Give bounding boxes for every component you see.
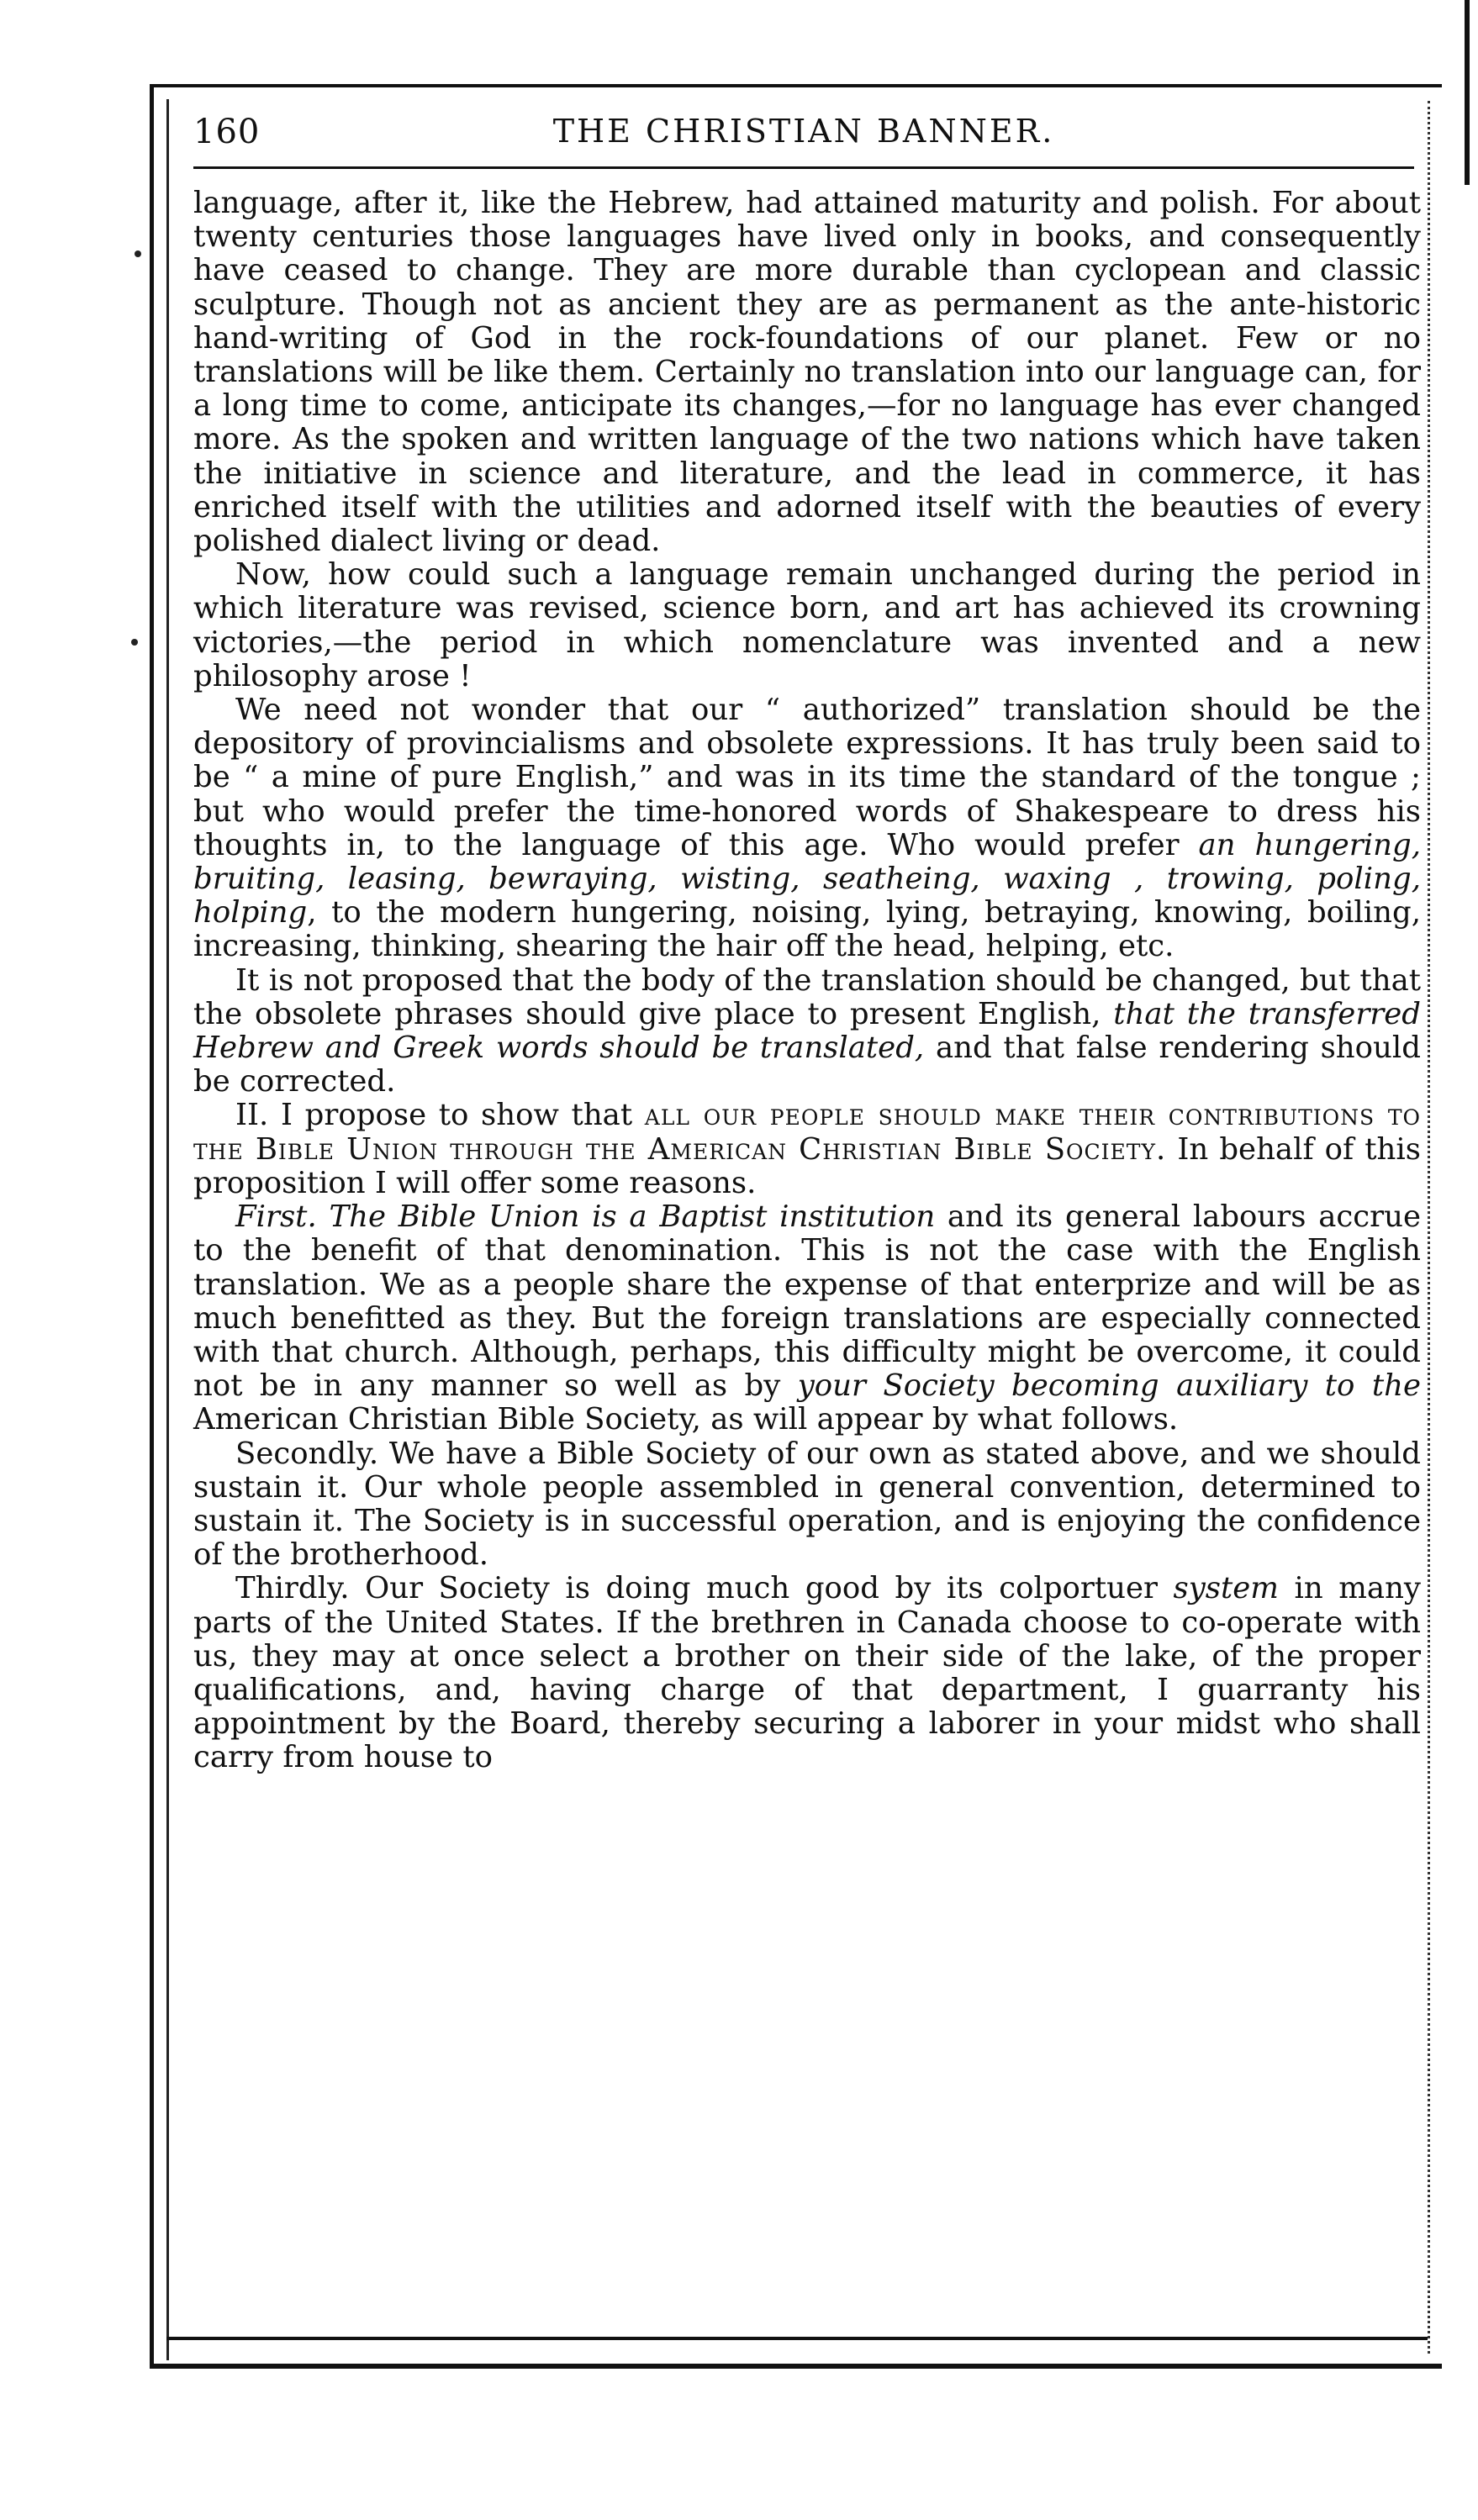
- paragraph-italic: your Society becoming auxiliary to the: [797, 1368, 1421, 1404]
- paragraph: [193, 693, 1421, 964]
- right-dotted-rule: [1428, 101, 1432, 2354]
- margin-mark: [131, 639, 138, 646]
- paragraph-text: in many parts of the United States. If the brethren in Canada choose to co-operate with us, they may at once select a brother on their side of the lake, of the proper qualifications, and, having charge of that department, I guarranty his appointment by the Board, thereby securing a laborer in your midst who shall carry from house to: [193, 1571, 1421, 1775]
- paragraph-text: American Christian Bible Society, as will appear by what follows.: [193, 1402, 1179, 1437]
- paragraph: language, after it, like the Hebrew, had attained maturity and polish. For about twenty centuries those languages have lived only in books, and consequently have ceased to change. They are more durable than cyclopean and classic sculpture. Though not as ancient they are as permanent as the ante-historic hand-writing of God in the rock-foundations of our planet. Few or no translations will be like them. Certainly no translation into our language can, for a long time to come, anticipate its changes,—for no language has ever changed more. As the spoken and written language of the two nations which have taken the initiative in science and literature, and the lead in commerce, it has enriched itself with the utilities and adorned itself with the beauties of every polished dialect living or dead.: [193, 186, 1421, 559]
- archaic-words-italic: an hungering, bruiting, leasing, bewraying, wisting, seatheing, waxing , trowing, poling, holping: [193, 827, 1421, 931]
- page-header: [193, 108, 1414, 169]
- proposition-small-caps: all our people should make their contributions to the Bible Union through the American Christian Bible Society.: [193, 1098, 1421, 1167]
- paragraph-italic: that the transferred Hebrew and Greek words should be translated,: [193, 996, 1421, 1066]
- paragraph-italic: First. The Bible Union is a Baptist institution: [235, 1199, 936, 1235]
- page-number: 160: [193, 113, 261, 151]
- article-body: [193, 187, 1421, 1775]
- bottom-rule: [166, 2337, 1428, 2340]
- inner-left-rule: [166, 99, 169, 2360]
- paragraph-text: It is not proposed that the body of the translation should be changed, but that the obsolete phrases should give place to present English,: [193, 962, 1421, 1031]
- paragraph: Secondly. We have a Bible Society of our own as stated above, and we should sustain it. Our whole people assembled in general convention, determined to sustain it. The Society is in successful operation, and is enjoying the confidence of the brotherhood.: [193, 1436, 1421, 1573]
- paragraph: [193, 1200, 1421, 1437]
- scan-edge-mark: [1465, 0, 1470, 185]
- paragraph-text: and its general labours accrue to the benefit of that denomination. This is not the case with the English translation. We as a people share the expense of that enterprize and will be as much benefitted as they. But the foreign translations are especially connected with that church. Although, perhaps, this difficulty might be overcome, it could not be in any manner so well as by: [193, 1199, 1421, 1404]
- paragraph-text: Thirdly. Our Society is doing much good by its colportuer: [235, 1571, 1174, 1606]
- paragraph-text: II. I propose to show that: [235, 1098, 645, 1133]
- paragraph: [193, 1099, 1421, 1200]
- paragraph-italic: system: [1173, 1571, 1279, 1606]
- paragraph-text: We need not wonder that our “ authorized” translation should be the depository of provincialisms and obsolete expressions. It has truly been said to be “ a mine of pure English,” and was in its time the standard of the tongue ; but who would prefer the time-honored words of Shakespeare to dress his thoughts in, to the language of this age. Who would prefer: [193, 693, 1421, 862]
- paragraph: [193, 964, 1421, 1099]
- margin-mark: [135, 250, 141, 257]
- running-title: THE CHRISTIAN BANNER.: [552, 113, 1055, 150]
- paragraph-text: and that false rendering should be corrected.: [193, 1031, 1421, 1099]
- paragraph-text: In behalf of this proposition I will offer some reasons.: [193, 1131, 1421, 1200]
- paragraph: Now, how could such a language remain unchanged during the period in which literature was revised, science born, and art has achieved its crowning victories,—the period in which nomenclature was invented and a new philosophy arose !: [193, 557, 1421, 693]
- paragraph: [193, 1572, 1421, 1774]
- paragraph-text: , to the modern hungering, noising, lying, betraying, knowing, boiling, increasing, thinking, shearing the hair off the head, helping, etc.: [193, 895, 1421, 964]
